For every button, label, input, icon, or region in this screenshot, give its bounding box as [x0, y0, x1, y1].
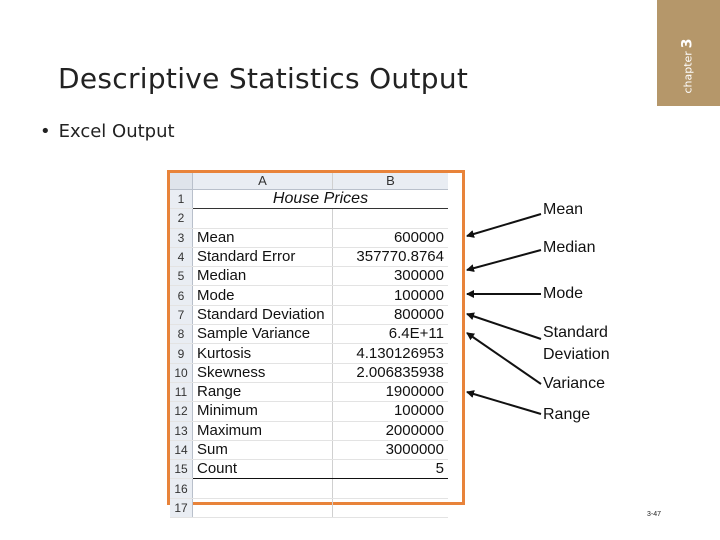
row-number: 9: [170, 344, 193, 363]
stat-name: Standard Deviation: [193, 305, 333, 324]
label-median: Median: [543, 239, 596, 256]
range-arrow: [467, 392, 541, 414]
stat-value: 1900000: [333, 382, 449, 401]
bullet-icon: •: [40, 121, 51, 142]
stat-value: 800000: [333, 305, 449, 324]
stat-name: Range: [193, 382, 333, 401]
stat-name: Count: [193, 460, 333, 479]
stat-value: 600000: [333, 228, 449, 247]
standard-deviation-arrow: [467, 314, 541, 339]
row-number: 4: [170, 247, 193, 266]
stat-value: 300000: [333, 267, 449, 286]
row-number: 8: [170, 325, 193, 344]
stat-value: 6.4E+11: [333, 325, 449, 344]
row-number: 10: [170, 363, 193, 382]
row-number: 17: [170, 498, 193, 517]
median-arrow: [467, 250, 541, 270]
stat-value: 100000: [333, 402, 449, 421]
label-range: Range: [543, 406, 591, 423]
row-number: 14: [170, 440, 193, 459]
label-variance: Variance: [543, 375, 605, 392]
row-number: 13: [170, 421, 193, 440]
label-std-line1: Standard: [543, 324, 608, 341]
table-title: House Prices: [193, 190, 449, 209]
stat-name: Median: [193, 267, 333, 286]
row-number: 2: [170, 209, 193, 228]
stat-name: Mean: [193, 228, 333, 247]
row-number: 15: [170, 460, 193, 479]
stat-name: Minimum: [193, 402, 333, 421]
stat-name: Sum: [193, 440, 333, 459]
row-number: 6: [170, 286, 193, 305]
stat-value: 2.006835938: [333, 363, 449, 382]
page-number: 3-47: [647, 511, 662, 518]
chapter-number: 3: [680, 38, 697, 49]
bullet-text: Excel Output: [58, 121, 175, 142]
stat-name: Skewness: [193, 363, 333, 382]
stat-value: 5: [333, 460, 449, 479]
chapter-word: chapter: [682, 51, 696, 94]
row-number: 11: [170, 382, 193, 401]
mean-arrow: [467, 214, 541, 236]
label-std-line2: Deviation: [543, 346, 610, 363]
stat-value: 3000000: [333, 440, 449, 459]
label-mean: Mean: [543, 201, 584, 218]
column-header-a: A: [193, 173, 333, 190]
stat-value: 4.130126953: [333, 344, 449, 363]
row-number: 12: [170, 402, 193, 421]
stat-name: Standard Error: [193, 247, 333, 266]
variance-arrow: [467, 333, 541, 384]
stat-name: Sample Variance: [193, 325, 333, 344]
row-number: 5: [170, 267, 193, 286]
stat-name: Kurtosis: [193, 344, 333, 363]
stat-name: Mode: [193, 286, 333, 305]
stat-value: 100000: [333, 286, 449, 305]
row-number: 16: [170, 479, 193, 498]
stat-value: 357770.8764: [333, 247, 449, 266]
stat-value: 2000000: [333, 421, 449, 440]
label-mode: Mode: [543, 285, 584, 302]
row-number: 7: [170, 305, 193, 324]
slide-title: Descriptive Statistics Output: [58, 62, 469, 95]
row-number: 1: [170, 190, 193, 209]
stat-name: Maximum: [193, 421, 333, 440]
row-number: 3: [170, 228, 193, 247]
label-standard-deviation: [543, 322, 610, 366]
column-header-b: B: [333, 173, 449, 190]
